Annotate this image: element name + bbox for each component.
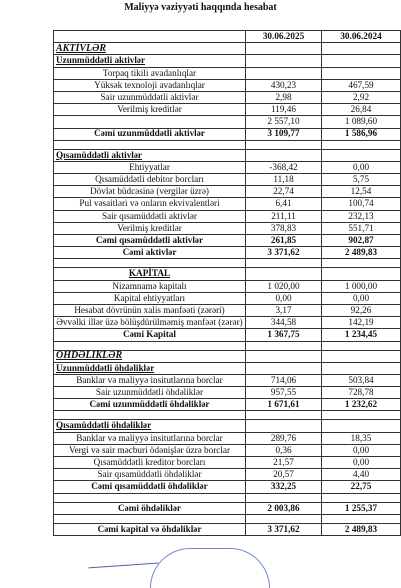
report-title: Maliyyə vəziyyəti haqqında hesabat [124,2,277,13]
row-label: Sair uzunmüddətli aktivlər [54,91,246,103]
table-row [54,481,401,493]
row-label: Sair uzunmüddətli öhdəliklər [54,387,246,399]
value-2025: 714,06 [246,374,322,386]
value-2025: 2,98 [246,91,322,103]
value-2024: 1 232,62 [322,399,401,411]
value-2025: 20,57 [246,469,322,481]
spacer-row [54,514,401,523]
value-2024: 100,74 [322,198,401,210]
table-row [54,116,401,128]
table-row [54,210,401,222]
table-row [54,523,401,535]
value-2025: 261,85 [246,235,322,247]
value-2025 [246,259,322,268]
header-row [54,31,401,43]
row-label: Cəmi aktivlər [54,247,246,259]
value-2024: 142,19 [322,317,401,329]
value-2025: 3 371,62 [246,523,322,535]
value-2025 [246,514,322,523]
spacer-row [54,259,401,268]
row-label: Qısamüddətli debitor borcları [54,174,246,186]
value-2025: 378,83 [246,222,322,234]
row-label [54,514,246,523]
row-label: Cəmi qısamüddətli aktivlər [54,235,246,247]
value-2024 [322,350,401,362]
table-row [54,268,401,280]
row-label: ÖHDƏLİKLƏR [54,350,246,362]
value-2024: 4,40 [322,469,401,481]
row-label [54,493,246,502]
row-label: Cəmi kapital və öhdəliklər [54,523,246,535]
value-2025: 344,58 [246,317,322,329]
value-2025 [246,43,322,55]
table-row [54,186,401,198]
table-row [54,104,401,116]
row-label: Qısamüddətli aktivlər [54,149,246,161]
table-row [54,149,401,161]
value-2024 [322,341,401,350]
value-2024: 2 489,83 [322,247,401,259]
value-2025 [246,55,322,67]
value-2024: 551,71 [322,222,401,234]
value-2024: 0,00 [322,292,401,304]
row-label: Uzunmüddətli öhdəliklər [54,362,246,374]
value-2025: 211,11 [246,210,322,222]
value-2024: 1 000,00 [322,280,401,292]
row-label: Dövlət büdcəsinə (vergilər üzrə) [54,186,246,198]
value-2024 [322,514,401,523]
value-2024: 1 234,45 [322,329,401,341]
value-2025 [246,493,322,502]
table-row [54,247,401,259]
value-2025: 21,57 [246,457,322,469]
value-2024: 22,75 [322,481,401,493]
value-2025 [246,420,322,432]
value-2025 [246,140,322,149]
value-2024: 26,84 [322,104,401,116]
value-2025: 3 109,77 [246,128,322,140]
value-2025: 6,41 [246,198,322,210]
value-2025 [246,67,322,79]
row-label: Pul vəsaitləri və onların ekvivalentləri [54,198,246,210]
row-label: Cəmi qısamüddətli öhdəliklər [54,481,246,493]
value-2024: 503,84 [322,374,401,386]
table-row [54,329,401,341]
value-2025: 289,76 [246,432,322,444]
row-label [54,259,246,268]
value-2024: 902,87 [322,235,401,247]
row-label: Əvvəlki illər üzə bölüşdürülməmiş mənfəət (zərər) [54,317,246,329]
value-2025: 1 020,00 [246,280,322,292]
value-2024: 232,13 [322,210,401,222]
value-2024 [322,362,401,374]
value-2025: 3 371,62 [246,247,322,259]
table-row [54,235,401,247]
table-row [54,469,401,481]
row-label: Verilmiş kreditlər [54,104,246,116]
spacer-row [54,411,401,420]
table-row [54,91,401,103]
row-label: Yüksək texnoloji avadanlıqlar [54,79,246,91]
table-row [54,387,401,399]
value-2025 [246,268,322,280]
signature-mark [88,551,159,569]
row-label: Cəmi öhdəliklər [54,502,246,514]
row-label: Cəmi uzunmüddətli öhdəliklər [54,399,246,411]
value-2024: 467,59 [322,79,401,91]
row-label: Uzunmüddətli aktivlər [54,55,246,67]
value-2024: 5,75 [322,174,401,186]
value-2024 [322,55,401,67]
value-2025: 1 367,75 [246,329,322,341]
table-row [54,457,401,469]
value-2024: 92,26 [322,304,401,316]
row-label [54,411,246,420]
row-label: Nizamnamə kapitalı [54,280,246,292]
value-2024: 1 089,60 [322,116,401,128]
row-label: Ehtiyyatlar [54,161,246,173]
table-row [54,374,401,386]
table-row [54,67,401,79]
value-2025 [246,411,322,420]
value-2024 [322,268,401,280]
value-2025: 0,00 [246,292,322,304]
table-row [54,362,401,374]
table-row [54,444,401,456]
value-2025: 2 003,86 [246,502,322,514]
row-label: Qısamüddətli öhdəliklər [54,420,246,432]
table-row [54,317,401,329]
company-stamp [150,548,270,588]
table-row [54,55,401,67]
value-2025: 430,23 [246,79,322,91]
header-period-2025: 30.06.2025 [246,31,322,43]
table-row [54,128,401,140]
value-2025 [246,341,322,350]
table-row [54,174,401,186]
spacer-row [54,341,401,350]
table-row [54,420,401,432]
table-row [54,43,401,55]
value-2025 [246,350,322,362]
table-row [54,350,401,362]
row-label: Verilmiş kreditlər [54,222,246,234]
value-2024: 0,00 [322,457,401,469]
value-2025: 957,55 [246,387,322,399]
row-label: Sair qısamüddətli aktivlər [54,210,246,222]
header-blank [54,31,246,43]
table-row [54,304,401,316]
table-row [54,399,401,411]
value-2024: 12,54 [322,186,401,198]
table-row [54,198,401,210]
value-2024: 18,35 [322,432,401,444]
value-2025: 119,46 [246,104,322,116]
row-label: Sair qısamüddətli öhdəliklər [54,469,246,481]
row-label: Qısamüddətli kreditor borcları [54,457,246,469]
row-label: Banklar və maliyyə insitutlarına borclar [54,374,246,386]
value-2025: 3,17 [246,304,322,316]
value-2025: -368,42 [246,161,322,173]
row-label: Cəmi Kapital [54,329,246,341]
value-2024: 0,00 [322,444,401,456]
header-period-2024: 30.06.2024 [322,31,401,43]
row-label [54,140,246,149]
value-2024 [322,259,401,268]
value-2024 [322,493,401,502]
row-label: AKTİVLƏR [54,43,246,55]
value-2024: 0,00 [322,161,401,173]
row-label: KAPİTAL [54,268,246,280]
balance-sheet-table [53,30,401,536]
row-label: Hesabat dövrünün xalis mənfəəti (zərəri) [54,304,246,316]
value-2024 [322,411,401,420]
value-2024: 728,78 [322,387,401,399]
value-2025 [246,149,322,161]
value-2025 [246,362,322,374]
value-2024 [322,149,401,161]
value-2024 [322,43,401,55]
row-label [54,341,246,350]
value-2025: 332,25 [246,481,322,493]
value-2025: 1 671,61 [246,399,322,411]
value-2024 [322,67,401,79]
table-row [54,502,401,514]
row-label [54,116,246,128]
row-label: Cəmi uzunmüddətli aktivlər [54,128,246,140]
value-2025: 11,18 [246,174,322,186]
value-2024: 2,92 [322,91,401,103]
table-row [54,292,401,304]
spacer-row [54,493,401,502]
row-label: Banklar və maliyyə insitutlarına borclar [54,432,246,444]
table-row [54,161,401,173]
spacer-row [54,140,401,149]
table-row [54,79,401,91]
table-row [54,432,401,444]
row-label: Vergi və sair məcburi ödənişlər üzrə borclar [54,444,246,456]
value-2024 [322,420,401,432]
value-2024: 1 586,96 [322,128,401,140]
value-2025: 0,36 [246,444,322,456]
value-2025: 22,74 [246,186,322,198]
table-row [54,280,401,292]
row-label: Kapital ehtiyyatları [54,292,246,304]
table-row [54,222,401,234]
value-2024: 2 489,83 [322,523,401,535]
value-2025: 2 557,10 [246,116,322,128]
value-2024 [322,140,401,149]
value-2024: 1 255,37 [322,502,401,514]
row-label: Torpaq tikili avadanlıqlar [54,67,246,79]
